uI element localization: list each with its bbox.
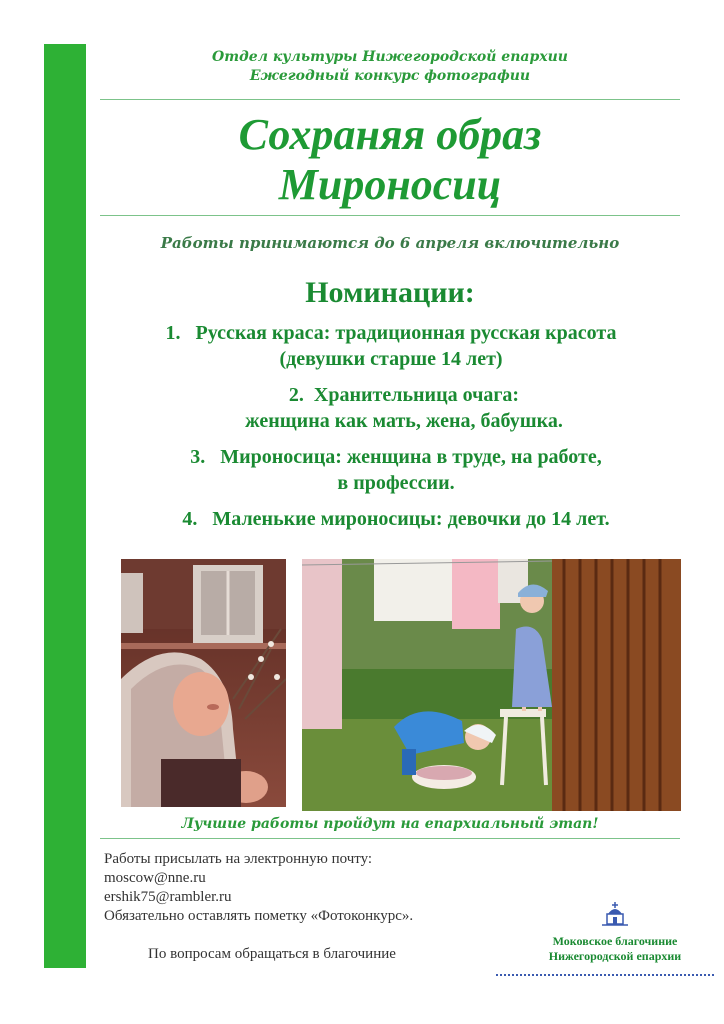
photo-children-garden: [302, 559, 681, 811]
deanery-line-2: Нижегородской епархии: [548, 949, 682, 963]
nomination-text-3: Мироносица: женщина в труде, на работе,: [220, 446, 602, 468]
deanery-block: [520, 900, 710, 964]
nomination-sub-3: в профессии.: [337, 472, 455, 494]
title-line-1: Сохраняя образ: [238, 110, 542, 159]
nomination-text-1: Русская краса: традиционная русская красота: [195, 322, 617, 344]
nomination-item-1: [96, 320, 686, 372]
nomination-item-3: [96, 444, 696, 496]
event-line: Ежегодный конкурс фотографии: [249, 68, 531, 84]
nomination-sub-1: (девушки старше 14 лет): [279, 348, 503, 370]
organizer-header: [100, 48, 680, 86]
nomination-item-2: [104, 382, 704, 434]
email-link-1[interactable]: moscow@nne.ru: [104, 870, 206, 886]
nomination-text-4: Маленькие мироносицы: девочки до 14 лет.: [212, 508, 610, 530]
deadline-text: Работы принимаются до 6 апреля включительно: [160, 234, 620, 252]
contacts-note: Обязательно оставлять пометку «Фотоконкурс».: [104, 908, 414, 924]
questions-text: По вопросам обращаться в благочиние: [148, 946, 396, 962]
nomination-number-1: 1.: [165, 322, 181, 344]
top-divider: [100, 99, 680, 100]
organizer-line: Отдел культуры Нижегородской епархии: [212, 49, 568, 65]
nomination-sub-2: женщина как мать, жена, бабушка.: [245, 410, 563, 432]
nomination-text-2: Хранительница очага:: [313, 384, 520, 406]
email-link-2[interactable]: ershik75@rambler.ru: [104, 889, 232, 905]
bottom-divider: [100, 838, 680, 839]
nomination-number-4: 4.: [182, 508, 198, 530]
deanery-underline: [496, 974, 714, 976]
contacts-block: [104, 850, 413, 926]
photo-woman-headscarf: [121, 559, 286, 807]
contacts-intro: Работы присылать на электронную почту:: [104, 851, 373, 867]
nomination-item-4: [96, 506, 696, 532]
title-divider: [100, 215, 680, 216]
title-line-2: Мироносиц: [278, 160, 502, 209]
nomination-number-2: 2.: [288, 384, 304, 406]
best-works-caption: Лучшие работы пройдут на епархиальный этап!: [181, 816, 599, 832]
nominations-heading: Номинации:: [305, 276, 475, 309]
deanery-line-1: Моковское благочиние: [552, 934, 678, 948]
nomination-number-3: 3.: [190, 446, 206, 468]
church-logo-icon: [598, 900, 632, 926]
poster-title: [100, 110, 680, 210]
green-side-bar: [44, 44, 86, 968]
